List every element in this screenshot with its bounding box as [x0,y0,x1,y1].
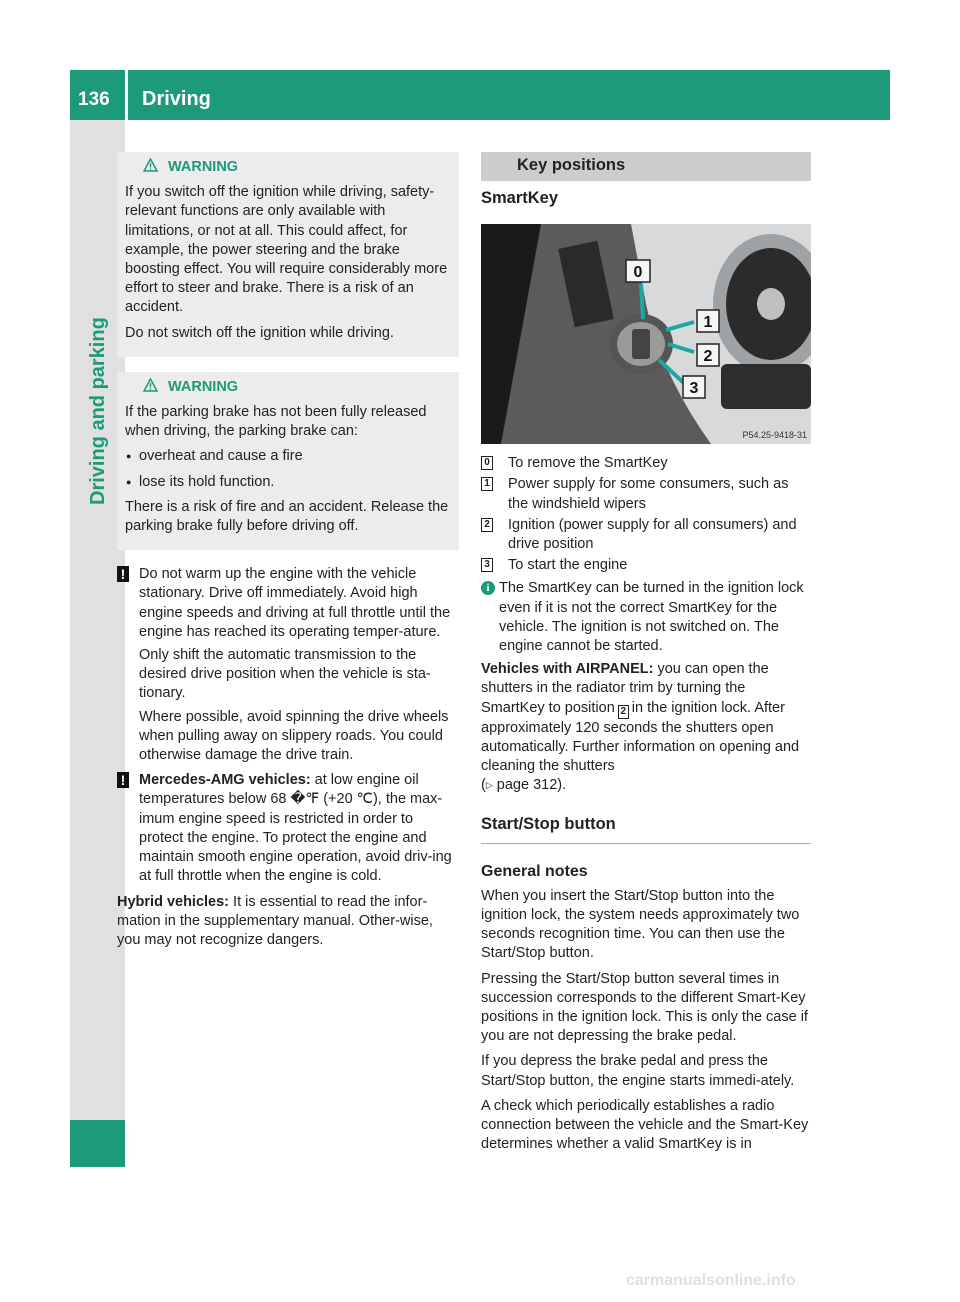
right-column [481,152,811,1161]
legend-key: 3 [481,558,493,572]
notice-bold: Mercedes-AMG vehicles: [139,772,311,789]
side-tab-label: Driving and parking [87,317,109,505]
warning-label: WARNING [168,159,239,175]
paragraph: When you insert the Start/Stop button into the ignition lock, the system needs approximately two seconds recognition time. You can then use the Start/Stop button. [481,887,800,962]
airpanel-text: in the ignition lock. After approximately 120 seconds the shutters open automatically. Further information on opening and cleaning the shutters [481,699,800,775]
legend-list [481,454,811,575]
airpanel-note [481,660,811,795]
notice-warm-up [117,565,459,765]
notice-text: Do not warm up the engine with the vehicle stationary. Drive off immediately. Avoid high engine speeds and driving at full throttle until the engine has reached its operating temper-ature. [139,566,451,640]
notice-text: Only shift the automatic transmission to the desired drive position when the vehicle is sta-tionary. [139,647,431,702]
notice-text: Where possible, avoid spinning the drive wheels when pulling away on slippery roads. You could otherwise damage the drive train. [139,708,449,764]
warning-label: WARNING [168,378,239,395]
info-note [481,579,811,656]
legend-text: Ignition (power supply for all consumers) and drive position [508,516,797,553]
ref-prefix: ( [481,777,486,794]
airpanel-text: you can open the shutters in the radiator trim by turning the SmartKey to position [481,661,769,716]
warning-heading [125,378,451,397]
legend-item [481,556,811,575]
callout-3: 3 [689,380,699,398]
callout-1: 1 [703,314,713,332]
hybrid-note [117,893,459,951]
legend-text: To remove the SmartKey [508,455,668,472]
warning-heading [125,158,451,177]
list-item: ● lose its hold function. [125,473,451,492]
legend-text: Power supply for some consumers, such as the windshield wipers [508,476,789,512]
start-stop-title: Start/Stop button [481,815,811,843]
warning-box-ignition [117,152,459,357]
legend-text: To start the engine [508,557,628,574]
legend-item [481,516,811,554]
legend-key: 1 [481,477,493,491]
header-divider [125,70,128,120]
smartkey-title: SmartKey [481,189,559,207]
warning-bullets [125,447,451,491]
notice-body: at low engine oil temperatures below 68 �℉ (+20 ℃), the max-imum engine speed is restricted in order to protect the engine. To protect the engine and maintain smooth engine operation, avoid driv-ing at full throttle when the engine is cold. [139,772,452,885]
legend-key: 2 [481,518,493,532]
airpanel-bold: Vehicles with AIRPANEL: [481,661,654,678]
notice-amg [117,771,459,886]
page-ref-arrow-icon: ▷ [485,780,493,791]
warning-box-parking-brake [117,372,459,550]
page-number: 136 [78,89,110,110]
left-column [117,152,459,956]
notice-text [139,771,459,886]
paragraph: If you depress the brake pedal and press the Start/Stop button, the engine starts immedi-ately. [481,1053,795,1089]
watermark: carmanualsonline.info [626,1272,796,1289]
paragraph: A check which periodically establishes a radio connection between the vehicle and the Smart-Key determines whether a valid SmartKey is in [481,1097,809,1153]
exclamation-icon: ! [117,566,129,582]
info-icon: i [481,581,495,595]
warning-triangle-icon [143,158,158,177]
inline-key: 2 [618,705,629,719]
info-text: The SmartKey can be turned in the ignition lock even if it is not the correct SmartKey for the vehicle. The ignition is not switched on. The engine cannot be started. [499,580,804,655]
warning-text: Do not switch off the ignition while driving. [125,324,394,341]
warning-triangle-icon [143,378,158,397]
legend-item [481,454,811,473]
warning-text: If you switch off the ignition while driving, safety-relevant functions are only available with limitations, or not at all. This could affect, for example, the power steering and the brake boosting effect. You will require considerably more effort to steer and brake. There is a risk of an accident. [125,184,448,316]
general-notes-title: General notes [481,862,588,880]
hybrid-body: It is essential to read the infor-mation in the supplementary manual. Other-wise, you may not recognize dangers. [117,893,433,948]
page-title: Driving [142,88,211,110]
ignition-illustration [481,224,811,444]
warning-text: If the parking brake has not been fully released when driving, the parking brake can: [125,404,427,440]
image-code: P54.25-9418-31 [742,430,807,441]
exclamation-icon: ! [117,772,129,788]
paragraph: Pressing the Start/Stop button several times in succession corresponds to the different Smart-Key positions in the ignition lock. This is only the case if you are not depressing the brake pedal. [481,970,808,1045]
callout-0: 0 [633,264,643,282]
hybrid-bold: Hybrid vehicles: [117,893,230,910]
legend-item [481,475,811,513]
page-ref-link[interactable]: page 312). [496,777,567,794]
legend-key: 0 [481,456,493,470]
callout-2: 2 [703,348,713,366]
list-item: ● overheat and cause a fire [125,447,451,466]
side-tab-marker [70,1120,125,1167]
section-title: Key positions [481,152,811,181]
ignition-photo [481,224,811,444]
warning-text: There is a risk of fire and an accident. Release the parking brake fully before driving off. [125,498,449,535]
